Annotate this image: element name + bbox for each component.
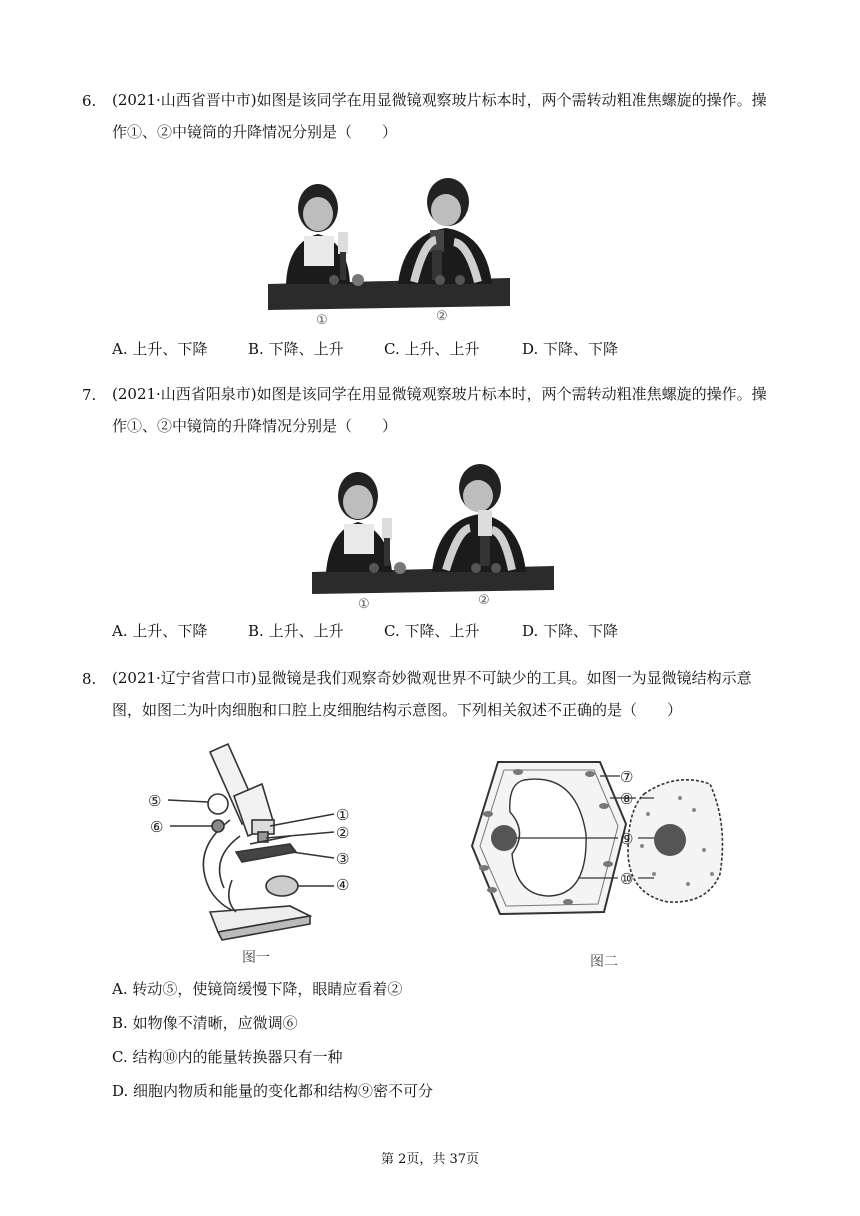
figure-label: ⑦ [620,768,634,786]
cell-structure-diagram [458,754,738,976]
figure-label: ② [436,309,448,324]
figure-label: ⑥ [150,818,164,836]
question-stem: (2021·山西省阳泉市)如图是该同学在用显微镜观察玻片标本时，两个需转动粗准焦螺旋的操作。操作①、②中镜筒的升降情况分别是（ ） [112,385,767,435]
figure-label: ② [478,593,490,608]
figure-label: ② [336,824,350,842]
figure-label: ① [316,313,328,328]
option-c[interactable]: C. 上升、上升 [384,340,480,358]
question-stem: (2021·辽宁省营口市)显微镜是我们观察奇妙微观世界不可缺少的工具。如图一为显微镜结构示意图，如图二为叶肉细胞和口腔上皮细胞结构示意图。下列相关叙述不正确的是（ ） [112,669,752,719]
option-c[interactable]: C. 下降、上升 [384,622,480,640]
page-footer: 第 2页，共 37页 [380,1152,480,1167]
photo-microscope-operation [264,172,514,330]
question-number: 8. [82,670,97,688]
figure-label: ③ [336,850,350,868]
option-b[interactable]: B. 下降、上升 [248,340,344,358]
option-d[interactable]: D. 下降、下降 [522,622,619,640]
figure-label: ⑩ [620,870,634,888]
option-a[interactable]: A. 上升、下降 [112,340,208,358]
microscope-diagram [140,740,380,972]
figure-label: ⑤ [148,792,162,810]
option-b[interactable]: B. 上升、上升 [248,622,344,640]
option-b[interactable]: B. 如物像不清晰，应微调⑥ [112,1014,298,1032]
option-a[interactable]: A. 转动⑤，使镜筒缓慢下降，眼睛应看着② [112,980,403,998]
option-c[interactable]: C. 结构⑩内的能量转换器只有一种 [112,1048,343,1066]
option-d[interactable]: D. 细胞内物质和能量的变化都和结构⑨密不可分 [112,1082,434,1100]
figure-caption: 图二 [590,954,618,970]
question-number: 6. [82,92,97,110]
option-d[interactable]: D. 下降、下降 [522,340,619,358]
figure-label: ④ [336,876,350,894]
photo-microscope-operation [308,458,558,614]
figure-caption: 图一 [242,950,270,966]
question-number: 7. [82,386,97,404]
question-stem: (2021·山西省晋中市)如图是该同学在用显微镜观察玻片标本时，两个需转动粗准焦螺旋的操作。操作①、②中镜筒的升降情况分别是（ ） [112,91,767,141]
figure-label: ① [336,806,350,824]
figure-label: ① [358,597,370,612]
figure-label: ⑧ [620,790,634,808]
option-a[interactable]: A. 上升、下降 [112,622,208,640]
figure-label: ⑨ [620,830,634,848]
